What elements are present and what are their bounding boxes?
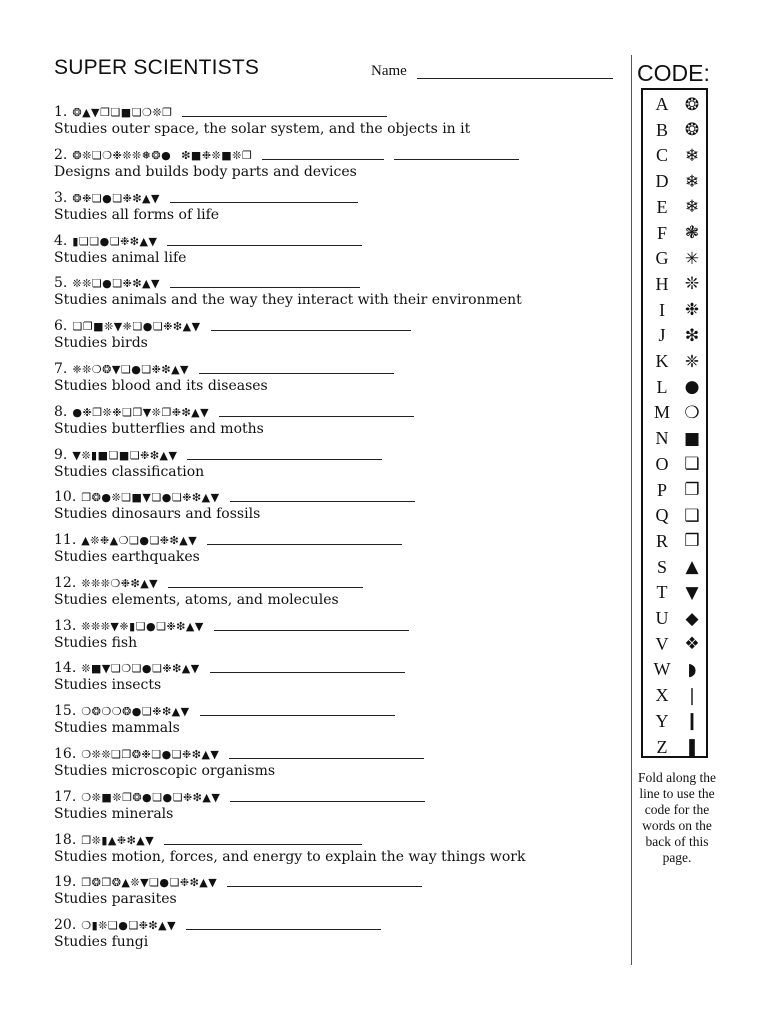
code-letter: S (656, 556, 667, 577)
answer-blank[interactable] (394, 158, 519, 160)
code-symbol-icon: ❒ (684, 531, 700, 552)
code-letter: R (655, 530, 668, 551)
code-row-y (643, 709, 706, 734)
question-number: 14. (54, 660, 77, 676)
code-symbol-icon: ❘ (684, 685, 700, 706)
code-symbol-icon: ❏ (684, 454, 700, 475)
code-row-c (643, 143, 706, 168)
question-item (54, 614, 624, 653)
code-letter: F (656, 222, 667, 243)
code-row-f (643, 221, 706, 246)
question-item (54, 656, 624, 695)
answer-blank[interactable] (187, 458, 382, 460)
question-description: Studies minerals (54, 806, 174, 822)
question-description: Studies all forms of life (54, 207, 220, 223)
question-number: 20. (54, 917, 77, 933)
code-row-x (643, 683, 706, 708)
question-number: 18. (54, 832, 77, 848)
answer-blank[interactable] (214, 629, 409, 631)
question-description: Studies insects (54, 677, 162, 693)
question-line (54, 614, 624, 634)
code-symbol-icon: ❊ (684, 274, 700, 295)
code-key-table (641, 88, 708, 758)
code-letter: O (655, 453, 669, 474)
question-item (54, 229, 624, 268)
code-row-l (643, 375, 706, 400)
question-description: Studies animal life (54, 250, 187, 266)
code-symbol-icon: ❃ (684, 223, 700, 243)
question-line (54, 571, 624, 591)
code-letter: C (655, 145, 668, 166)
code-row-h (643, 272, 706, 297)
question-description: Studies classification (54, 464, 205, 480)
code-row-p (643, 478, 706, 503)
coded-word-2: ❇■❉❊■❊❐ (181, 149, 253, 162)
code-row-w (643, 657, 706, 682)
question-line (54, 100, 624, 120)
code-symbol-icon: ❑ (684, 505, 700, 526)
code-row-o (643, 452, 706, 477)
code-letter: B (655, 119, 668, 140)
answer-blank[interactable] (262, 158, 384, 160)
fold-line (631, 55, 632, 965)
name-field[interactable] (417, 78, 613, 79)
code-symbol-icon: ❙ (684, 711, 700, 732)
question-line (54, 314, 624, 334)
code-row-a (643, 92, 706, 117)
answer-blank[interactable] (167, 244, 362, 246)
question-line (54, 443, 624, 463)
question-description: Studies parasites (54, 891, 177, 907)
question-number: 6. (54, 318, 68, 334)
question-number: 3. (54, 190, 68, 206)
answer-blank[interactable] (230, 800, 425, 802)
code-symbol-icon: ❍ (684, 402, 700, 423)
question-description: Studies animals and the way they interact with their environment (54, 292, 522, 308)
answer-blank[interactable] (170, 201, 358, 203)
fold-instructions: Fold along the line to use the code for the words on the back of this page. (638, 770, 716, 865)
question-item (54, 186, 624, 225)
code-symbol-icon: ■ (683, 428, 701, 449)
code-symbol-icon: ❂ (684, 120, 700, 141)
code-row-s (643, 555, 706, 580)
code-row-t (643, 580, 706, 605)
question-item (54, 828, 624, 867)
question-item (54, 400, 624, 439)
question-item (54, 100, 624, 139)
question-line (54, 699, 624, 719)
code-letter: N (655, 428, 669, 449)
question-number: 19. (54, 874, 77, 890)
code-row-m (643, 400, 706, 425)
question-item (54, 271, 624, 310)
code-row-b (643, 118, 706, 143)
coded-word: ❂❉❏●❏❉❇▲▼ (72, 192, 160, 205)
question-line (54, 229, 624, 249)
code-letter: J (658, 325, 666, 346)
question-number: 4. (54, 233, 68, 249)
code-letter: U (655, 608, 669, 628)
answer-blank[interactable] (186, 928, 381, 930)
coded-word: ❏❐■❊▼❈❏●❏❉❇▲▼ (72, 320, 201, 333)
question-line (54, 143, 624, 163)
answer-blank[interactable] (168, 586, 363, 588)
code-symbol-icon: ❄ (684, 197, 700, 218)
question-line (54, 656, 624, 676)
code-letter: V (655, 633, 669, 654)
code-symbol-icon: ❂ (684, 94, 700, 115)
question-number: 5. (54, 275, 68, 291)
code-symbol-icon: ▲ (685, 557, 699, 578)
question-item (54, 699, 624, 738)
coded-word: ▮❏❏●❏❉❇▲▼ (72, 235, 158, 248)
question-line (54, 828, 624, 848)
coded-word: ▼❊▮■❏■❏❉❇▲▼ (72, 449, 178, 462)
code-row-r (643, 529, 706, 554)
question-number: 13. (54, 618, 77, 634)
answer-blank[interactable] (207, 543, 402, 545)
answer-blank[interactable] (182, 115, 387, 117)
answer-blank[interactable] (200, 714, 395, 716)
question-item (54, 870, 624, 909)
question-number: 12. (54, 575, 77, 591)
question-description: Studies butterflies and moths (54, 421, 264, 437)
answer-blank[interactable] (219, 415, 414, 417)
coded-word: ❊■▼❏❍❏●❏❉❇▲▼ (81, 662, 200, 675)
code-row-g (643, 246, 706, 271)
coded-word: ❍❊■❊❐❂●❏●❏❉❇▲▼ (81, 791, 221, 804)
question-number: 16. (54, 746, 77, 762)
code-letter: Q (655, 505, 669, 526)
code-letter: Z (656, 736, 668, 757)
code-row-n (643, 426, 706, 451)
question-line (54, 186, 624, 206)
coded-word: ❐❂❐❂▲❊▼❏●❏❉❇▲▼ (81, 876, 218, 889)
code-symbol-icon: ❇ (684, 325, 700, 346)
code-symbol-icon: ❖ (684, 634, 700, 655)
question-number: 9. (54, 447, 68, 463)
question-line (54, 528, 624, 548)
code-symbol-icon: ✳ (684, 248, 700, 269)
answer-blank[interactable] (211, 329, 411, 331)
code-letter: P (656, 479, 667, 500)
code-symbol-icon: ❄ (684, 171, 700, 192)
coded-word: ❐❂●❊❏■▼❏●❏❉❇▲▼ (81, 491, 220, 504)
code-row-q (643, 503, 706, 528)
code-symbol-icon: ● (684, 377, 700, 398)
question-description: Studies microscopic organisms (54, 763, 276, 779)
coded-word: ❍❊❊❏❐❂❉❏●❏❉❇▲▼ (81, 748, 220, 761)
coded-word: ▲❊❉▲❍❏●❏❉❇▲▼ (81, 534, 198, 547)
coded-word: ❐❊▮▲❉❇▲▼ (81, 834, 155, 847)
question-item (54, 143, 624, 182)
code-letter: X (655, 685, 669, 706)
coded-word: ❂❊❏❍❉❊❊❅❂● (72, 149, 172, 162)
code-letter: A (655, 94, 669, 114)
code-row-v (643, 632, 706, 657)
code-symbol-icon: ❈ (684, 351, 700, 372)
question-line (54, 485, 624, 505)
question-description: Studies mammals (54, 720, 180, 736)
answer-blank[interactable] (170, 286, 360, 288)
question-line (54, 400, 624, 420)
code-row-k (643, 349, 706, 374)
question-number: 2. (54, 147, 68, 163)
question-item (54, 443, 624, 482)
question-description: Studies motion, forces, and energy to explain the way things work (54, 849, 526, 865)
code-symbol-icon: ❄ (684, 145, 700, 166)
question-item (54, 314, 624, 353)
code-letter: I (659, 299, 665, 320)
coded-word: ●❉❐❊❉❏❐▼❊❐❉❇▲▼ (72, 406, 210, 419)
code-letter: T (656, 582, 668, 603)
question-item (54, 785, 624, 824)
code-letter: K (655, 351, 669, 371)
question-line (54, 870, 624, 890)
question-description: Studies birds (54, 335, 148, 351)
code-row-u (643, 606, 706, 631)
answer-blank[interactable] (229, 757, 424, 759)
question-item (54, 357, 624, 396)
question-description: Studies blood and its diseases (54, 378, 268, 394)
question-number: 8. (54, 404, 68, 420)
question-description: Studies fungi (54, 934, 149, 950)
code-letter: Y (655, 710, 669, 731)
question-number: 1. (54, 104, 68, 120)
code-row-i (643, 298, 706, 323)
code-symbol-icon: ▼ (685, 582, 699, 603)
question-number: 17. (54, 789, 77, 805)
coded-word: ❊❊❊❍❉❇▲▼ (81, 577, 159, 590)
question-description: Studies fish (54, 635, 138, 651)
answer-blank[interactable] (210, 671, 405, 673)
answer-blank[interactable] (227, 885, 422, 887)
question-description: Studies outer space, the solar system, and the objects in it (54, 121, 471, 137)
question-line (54, 785, 624, 805)
code-row-d (643, 169, 706, 194)
code-symbol-icon: ❐ (684, 480, 700, 500)
question-number: 15. (54, 703, 77, 719)
coded-word: ❂▲▼❒❏■❏❍❊❐ (72, 106, 173, 119)
question-description: Studies elements, atoms, and molecules (54, 592, 339, 608)
question-line (54, 742, 624, 762)
answer-blank[interactable] (164, 843, 362, 845)
coded-word: ❈❊❍❂▼❏●❏❉❇▲▼ (72, 363, 190, 376)
coded-word: ❊❊❊▼❈▮❏●❏❉❇▲▼ (81, 620, 204, 633)
question-item (54, 571, 624, 610)
question-line (54, 913, 624, 933)
question-line (54, 271, 624, 291)
coded-word: ❍❂❍❍❂●❏❉❇▲▼ (81, 705, 190, 718)
code-letter: D (655, 171, 669, 192)
code-title: CODE: (637, 60, 710, 86)
question-description: Studies earthquakes (54, 549, 200, 565)
code-letter: E (656, 196, 668, 217)
code-letter: G (655, 248, 669, 269)
answer-blank[interactable] (230, 500, 415, 502)
question-number: 7. (54, 361, 68, 377)
question-item (54, 913, 624, 952)
question-item (54, 485, 624, 524)
code-row-e (643, 195, 706, 220)
worksheet-title: SUPER SCIENTISTS (54, 56, 260, 79)
question-line (54, 357, 624, 377)
code-letter: H (655, 273, 669, 294)
question-item (54, 528, 624, 567)
question-item (54, 742, 624, 781)
question-number: 10. (54, 489, 77, 505)
code-symbol-icon: ❚ (684, 737, 700, 757)
code-row-z (643, 735, 706, 760)
question-description: Designs and builds body parts and devices (54, 164, 357, 180)
question-number: 11. (54, 532, 77, 548)
code-letter: W (653, 659, 671, 680)
code-letter: L (656, 376, 668, 397)
code-symbol-icon: ◗ (687, 659, 697, 680)
code-letter: M (653, 402, 670, 423)
coded-word: ❊❊❏●❏❉❇▲▼ (72, 277, 160, 290)
question-description: Studies dinosaurs and fossils (54, 506, 261, 522)
code-symbol-icon: ❉ (684, 300, 700, 321)
answer-blank[interactable] (199, 372, 394, 374)
name-label: Name (371, 63, 407, 79)
code-row-j (643, 323, 706, 348)
code-symbol-icon: ◆ (685, 608, 699, 629)
coded-word: ❍▮❊❏●❏❉❇▲▼ (81, 919, 177, 932)
